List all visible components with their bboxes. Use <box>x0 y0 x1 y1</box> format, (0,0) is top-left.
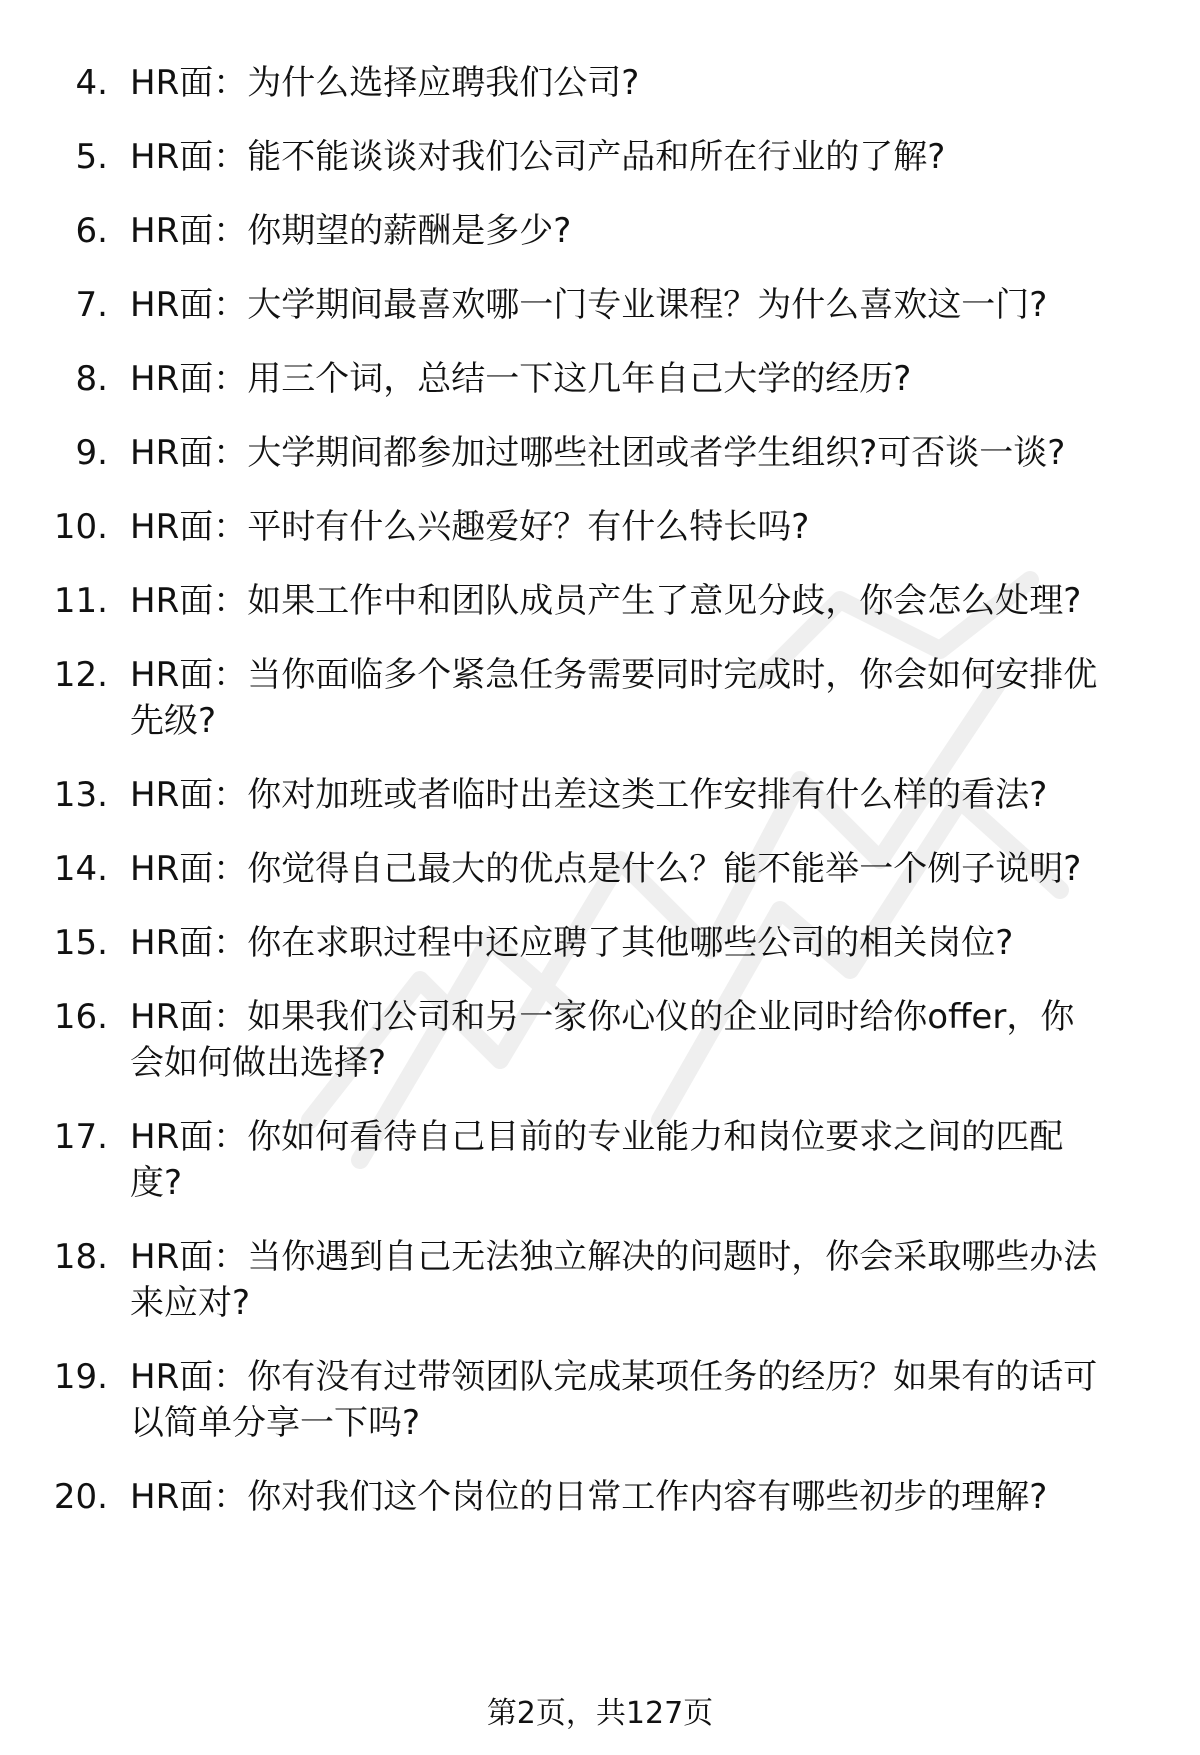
question-number: 19. <box>53 1357 108 1397</box>
question-text: 当你遇到自己无法独立解决的问题时，你会采取哪些办法 <box>247 1237 1098 1277</box>
question-number: 18. <box>53 1237 108 1277</box>
question-number: 6. <box>75 211 108 251</box>
question-text-continued: 先级? <box>130 701 217 741</box>
question-prefix: HR面： <box>130 1357 248 1397</box>
question-number: 17. <box>53 1117 108 1157</box>
question-item <box>0 1354 1200 1474</box>
question-prefix: HR面： <box>130 137 248 177</box>
question-text: 你如何看待自己目前的专业能力和岗位要求之间的匹配 <box>247 1117 1064 1157</box>
question-prefix: HR面： <box>130 359 248 399</box>
question-content <box>130 430 1148 476</box>
question-number: 7. <box>75 285 108 325</box>
question-number: 13. <box>53 775 108 815</box>
question-prefix: HR面： <box>130 285 248 325</box>
question-item <box>0 1114 1200 1234</box>
question-content <box>130 920 1148 966</box>
question-content <box>130 60 1148 106</box>
question-number: 20. <box>53 1477 108 1517</box>
question-item <box>0 430 1200 504</box>
question-text-continued: 以简单分享一下吗? <box>130 1403 421 1443</box>
question-text: 当你面临多个紧急任务需要同时完成时，你会如何安排优 <box>247 655 1098 695</box>
question-item <box>0 578 1200 652</box>
question-content <box>130 772 1148 818</box>
question-prefix: HR面： <box>130 849 248 889</box>
question-number: 12. <box>53 655 108 695</box>
question-text: 如果工作中和团队成员产生了意见分歧，你会怎么处理? <box>247 581 1082 621</box>
question-prefix: HR面： <box>130 507 248 547</box>
question-content <box>130 1474 1148 1520</box>
question-text: 如果我们公司和另一家你心仪的企业同时给你offer，你 <box>247 997 1075 1037</box>
question-text: 大学期间最喜欢哪一门专业课程？为什么喜欢这一门? <box>247 285 1048 325</box>
question-text: 你对加班或者临时出差这类工作安排有什么样的看法? <box>247 775 1048 815</box>
question-list <box>0 60 1200 1548</box>
question-number: 4. <box>75 63 108 103</box>
question-text: 能不能谈谈对我们公司产品和所在行业的了解? <box>247 137 946 177</box>
question-prefix: HR面： <box>130 63 248 103</box>
question-content <box>130 504 1148 550</box>
question-prefix: HR面： <box>130 775 248 815</box>
question-prefix: HR面： <box>130 655 248 695</box>
question-number: 11. <box>53 581 108 621</box>
question-prefix: HR面： <box>130 433 248 473</box>
question-prefix: HR面： <box>130 211 248 251</box>
question-item <box>0 1474 1200 1548</box>
question-prefix: HR面： <box>130 997 248 1037</box>
question-item <box>0 282 1200 356</box>
question-item <box>0 994 1200 1114</box>
question-item <box>0 60 1200 134</box>
question-item <box>0 208 1200 282</box>
question-text: 你有没有过带领团队完成某项任务的经历？如果有的话可 <box>247 1357 1098 1397</box>
question-item <box>0 134 1200 208</box>
question-item <box>0 356 1200 430</box>
question-content <box>130 208 1148 254</box>
question-item <box>0 846 1200 920</box>
question-text: 大学期间都参加过哪些社团或者学生组织?可否谈一谈? <box>247 433 1066 473</box>
question-text-continued: 来应对? <box>130 1283 251 1323</box>
question-text: 平时有什么兴趣爱好？有什么特长吗? <box>247 507 810 547</box>
question-item <box>0 1234 1200 1354</box>
question-content <box>130 578 1148 624</box>
question-number: 9. <box>75 433 108 473</box>
question-number: 8. <box>75 359 108 399</box>
question-item <box>0 772 1200 846</box>
question-text: 为什么选择应聘我们公司? <box>247 63 640 103</box>
question-item <box>0 920 1200 994</box>
question-content <box>130 846 1148 892</box>
question-number: 15. <box>53 923 108 963</box>
question-prefix: HR面： <box>130 923 248 963</box>
question-number: 16. <box>53 997 108 1037</box>
question-content <box>130 1234 1148 1326</box>
question-item <box>0 652 1200 772</box>
question-number: 14. <box>53 849 108 889</box>
question-text: 你在求职过程中还应聘了其他哪些公司的相关岗位? <box>247 923 1014 963</box>
question-content <box>130 1354 1148 1446</box>
question-content <box>130 994 1148 1086</box>
question-text: 你对我们这个岗位的日常工作内容有哪些初步的理解? <box>247 1477 1048 1517</box>
page-footer: 第2页，共127页 <box>486 1696 714 1731</box>
question-item <box>0 504 1200 578</box>
question-text-continued: 会如何做出选择? <box>130 1043 387 1083</box>
question-prefix: HR面： <box>130 1117 248 1157</box>
question-prefix: HR面： <box>130 1237 248 1277</box>
question-text-continued: 度? <box>130 1163 183 1203</box>
question-number: 10. <box>53 507 108 547</box>
question-prefix: HR面： <box>130 1477 248 1517</box>
question-number: 5. <box>75 137 108 177</box>
question-content <box>130 652 1148 744</box>
question-prefix: HR面： <box>130 581 248 621</box>
question-text: 用三个词，总结一下这几年自己大学的经历? <box>247 359 912 399</box>
question-content <box>130 1114 1148 1206</box>
question-text: 你期望的薪酬是多少? <box>247 211 572 251</box>
question-content <box>130 356 1148 402</box>
question-text: 你觉得自己最大的优点是什么？能不能举一个例子说明? <box>247 849 1082 889</box>
question-content <box>130 282 1148 328</box>
question-content <box>130 134 1148 180</box>
